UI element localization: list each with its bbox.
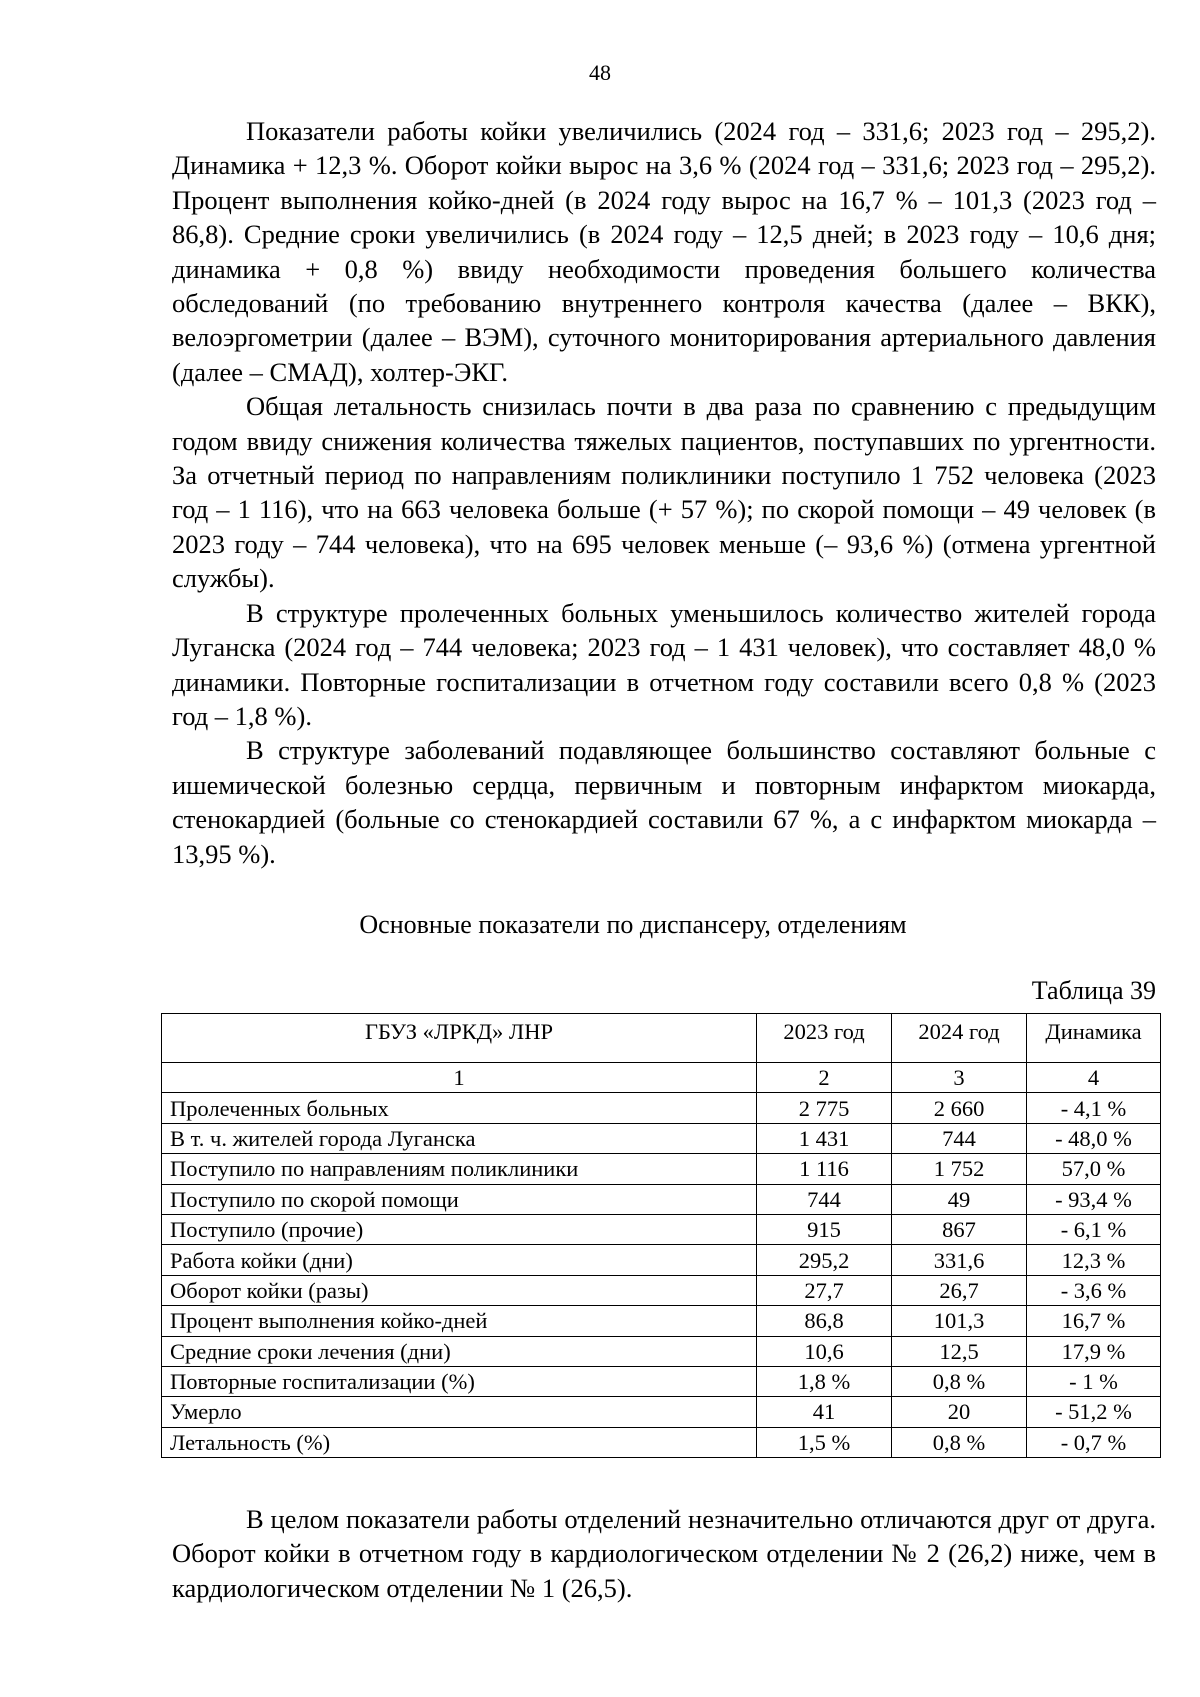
column-number: 4 (1027, 1063, 1161, 1093)
value-2024: 2 660 (892, 1093, 1027, 1123)
table-row (162, 1214, 1161, 1244)
row-label: Оборот койки (разы) (162, 1275, 757, 1305)
paragraph: Показатели работы койки увеличились (2024 год – 331,6; 2023 год – 295,2). Динамика + 12,3 %. Оборот койки вырос на 3,6 % (2024 год – 331,6; 2023 год – 295,2). Процент выполнения койко-дней (в 2024 году вырос на 16,7 % – 101,3 (2023 год – 86,8). Средние сроки увеличились (в 2024 году – 12,5 дней; в 2023 году – 10,6 дня; динамика + 0,8 %) ввиду необходимости проведения большего количества обследований (по требованию внутреннего контроля качества (далее – ВКК), велоэргометрии (далее – ВЭМ), суточного мониторирования артериального давления (далее – СМАД), холтер-ЭКГ. (172, 116, 1156, 387)
value-2023: 2 775 (757, 1093, 892, 1123)
value-dynamics: - 6,1 % (1027, 1214, 1161, 1244)
value-2024: 0,8 % (892, 1366, 1027, 1396)
value-2024: 26,7 (892, 1275, 1027, 1305)
table-header-row (162, 1014, 1161, 1063)
value-2023: 10,6 (757, 1336, 892, 1366)
value-2023: 1,8 % (757, 1366, 892, 1396)
value-2023: 915 (757, 1214, 892, 1244)
column-number: 1 (162, 1063, 757, 1093)
value-dynamics: 17,9 % (1027, 1336, 1161, 1366)
value-2023: 1,5 % (757, 1427, 892, 1457)
table-row (162, 1245, 1161, 1275)
indicators-table (161, 1013, 1161, 1458)
value-2023: 27,7 (757, 1275, 892, 1305)
value-2024: 49 (892, 1184, 1027, 1214)
value-2023: 1 431 (757, 1123, 892, 1153)
value-dynamics: - 51,2 % (1027, 1397, 1161, 1427)
value-2024: 101,3 (892, 1306, 1027, 1336)
column-number: 3 (892, 1063, 1027, 1093)
paragraph: В структуре пролеченных больных уменьшилось количество жителей города Луганска (2024 год – 744 человека; 2023 год – 1 431 человек), что составляет 48,0 % динамики. Повторные госпитализации в отчетном году составили всего 0,8 % (2023 год – 1,8 %). (172, 597, 1156, 731)
row-label: Летальность (%) (162, 1427, 757, 1457)
table-row (162, 1397, 1161, 1427)
table-caption: Основные показатели по диспансеру, отделениям (359, 910, 907, 939)
table-row (162, 1154, 1161, 1184)
table-row (162, 1366, 1161, 1396)
value-2024: 867 (892, 1214, 1027, 1244)
paragraph: В структуре заболеваний подавляющее большинство составляют больные с ишемической болезнью сердца, первичным и повторным инфарктом миокарда, стенокардией (больные со стенокардией составили 67 %, а с инфарктом миокарда – 13,95 %). (172, 735, 1156, 869)
value-dynamics: - 4,1 % (1027, 1093, 1161, 1123)
row-label: Повторные госпитализации (%) (162, 1366, 757, 1396)
table-row (162, 1184, 1161, 1214)
value-dynamics: 12,3 % (1027, 1245, 1161, 1275)
value-dynamics: 16,7 % (1027, 1306, 1161, 1336)
value-dynamics: - 1 % (1027, 1366, 1161, 1396)
value-2024: 744 (892, 1123, 1027, 1153)
table-row (162, 1123, 1161, 1153)
row-label: Умерло (162, 1397, 757, 1427)
paragraph: В целом показатели работы отделений незначительно отличаются друг от друга. Оборот койки в отчетном году в кардиологическом отделении № 2 (26,2) ниже, чем в кардиологическом отделении № 1 (26,5). (172, 1504, 1156, 1603)
body-text (172, 114, 1156, 871)
row-label: Средние сроки лечения (дни) (162, 1336, 757, 1366)
value-2023: 86,8 (757, 1306, 892, 1336)
table-row (162, 1093, 1161, 1123)
row-label: Поступило по скорой помощи (162, 1184, 757, 1214)
value-2024: 20 (892, 1397, 1027, 1427)
table-label: Таблица 39 (1031, 976, 1156, 1005)
value-2024: 1 752 (892, 1154, 1027, 1184)
column-number: 2 (757, 1063, 892, 1093)
value-2024: 12,5 (892, 1336, 1027, 1366)
table-row (162, 1336, 1161, 1366)
value-dynamics: - 48,0 % (1027, 1123, 1161, 1153)
value-dynamics: - 3,6 % (1027, 1275, 1161, 1305)
value-2024: 0,8 % (892, 1427, 1027, 1457)
row-label: Поступило (прочие) (162, 1214, 757, 1244)
closing-text (172, 1502, 1156, 1605)
table-row (162, 1306, 1161, 1336)
value-2023: 1 116 (757, 1154, 892, 1184)
row-label: В т. ч. жителей города Луганска (162, 1123, 757, 1153)
paragraph: Общая летальность снизилась почти в два раза по сравнению с предыдущим годом ввиду снижения количества тяжелых пациентов, поступавших по ургентности. За отчетный период по направлениям поликлиники поступило 1 752 человека (2023 год – 1 116), что на 663 человека больше (+ 57 %); по скорой помощи – 49 человек (в 2023 году – 744 человека), что на 695 человек меньше (– 93,6 %) (отмена ургентной службы). (172, 391, 1156, 594)
value-dynamics: - 0,7 % (1027, 1427, 1161, 1457)
row-label: Поступило по направлениям поликлиники (162, 1154, 757, 1184)
page-number: 48 (589, 60, 611, 85)
value-dynamics: - 93,4 % (1027, 1184, 1161, 1214)
header-cell: Динамика (1027, 1014, 1161, 1063)
header-cell: 2024 год (892, 1014, 1027, 1063)
header-cell: ГБУЗ «ЛРКД» ЛНР (162, 1014, 757, 1063)
row-label: Работа койки (дни) (162, 1245, 757, 1275)
table-row (162, 1427, 1161, 1457)
value-2023: 744 (757, 1184, 892, 1214)
row-label: Пролеченных больных (162, 1093, 757, 1123)
value-2023: 295,2 (757, 1245, 892, 1275)
column-number-row (162, 1063, 1161, 1093)
value-2023: 41 (757, 1397, 892, 1427)
header-cell: 2023 год (757, 1014, 892, 1063)
row-label: Процент выполнения койко-дней (162, 1306, 757, 1336)
table-row (162, 1275, 1161, 1305)
value-dynamics: 57,0 % (1027, 1154, 1161, 1184)
value-2024: 331,6 (892, 1245, 1027, 1275)
